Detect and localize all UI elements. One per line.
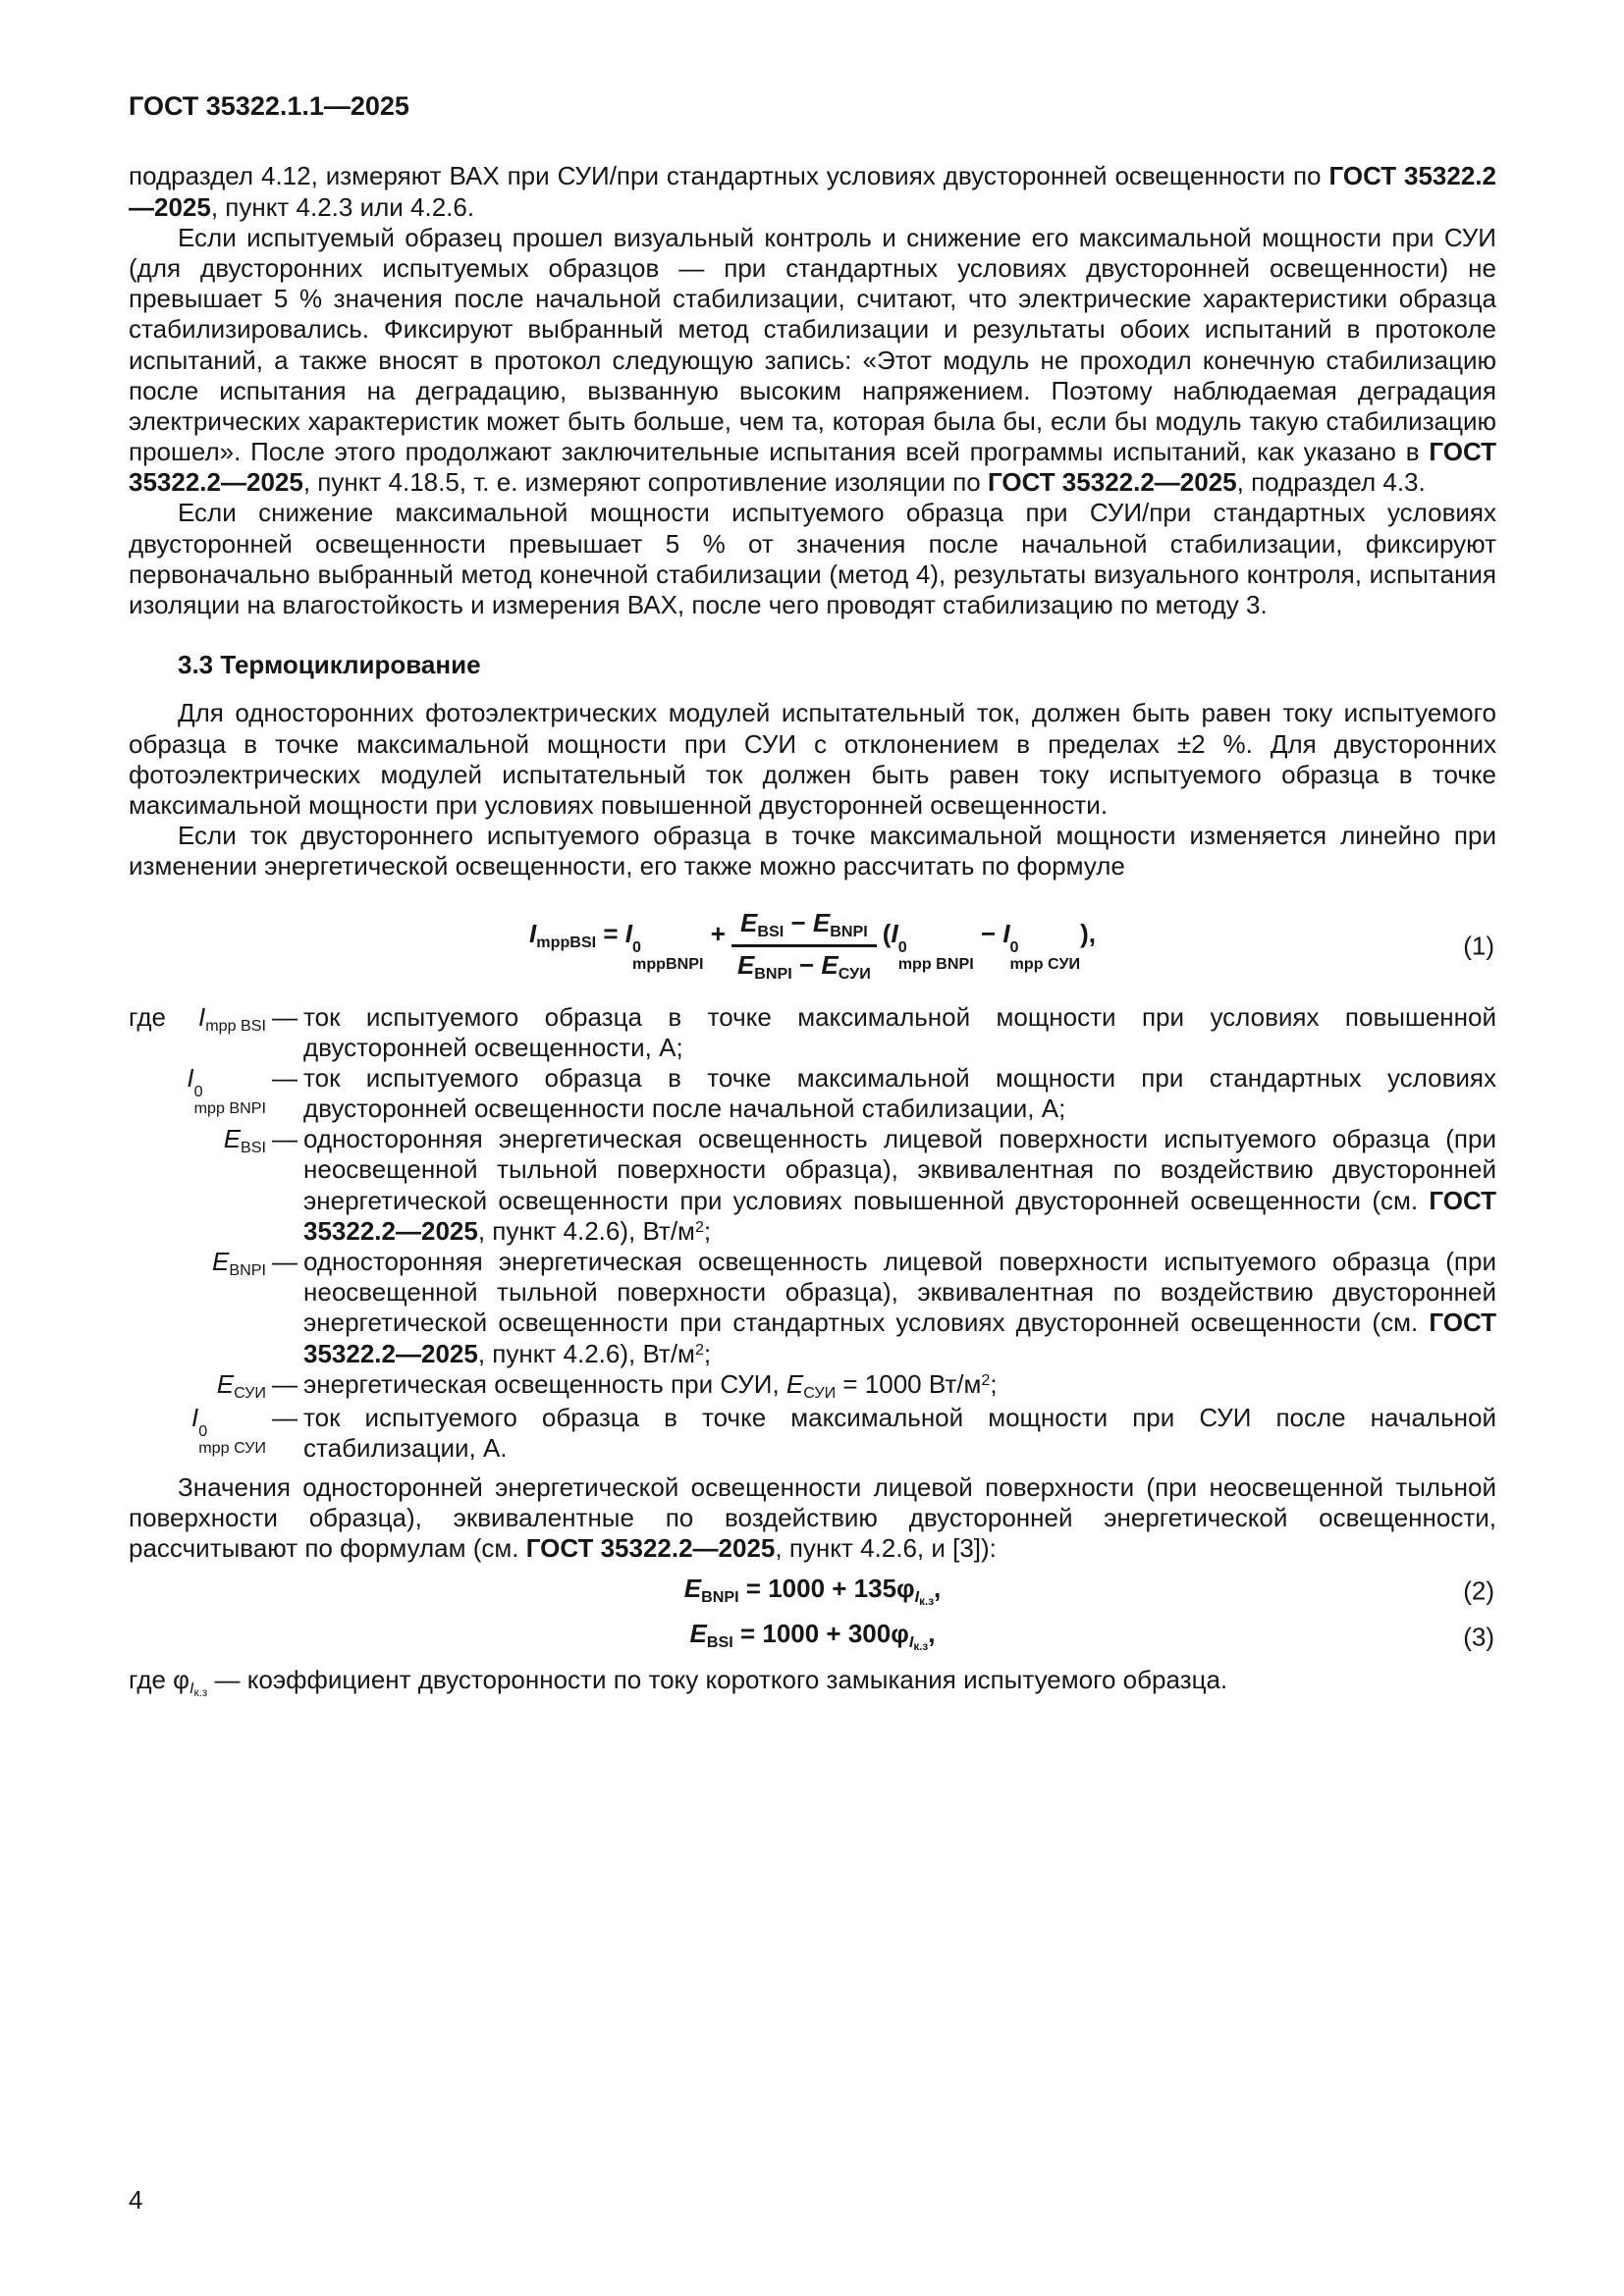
definition-term	[129, 1369, 266, 1404]
formula-1	[129, 908, 1496, 985]
formula-1-expression	[529, 908, 1096, 985]
formula-2-expression: EBNPI = $1000 + 135\varphi I_{к.з}$,	[683, 1574, 942, 1609]
paragraph-bifaciality-coefficient: где $\varphi I_{к.з}$ — коэффициент двусторонности по току короткого замыкания испытуемого образца.	[129, 1664, 1228, 1699]
page-content	[129, 90, 1496, 1700]
paragraph-stabilization-pass: Если испытуемый образец прошел визуальный контроль и снижение его максимальной мощности при СУИ (для двусторонних испытуемых образцов — при стандартных условиях двусторонней освещенности) не превышает 5 % значения после начальной стабилизации, считают, что электрические характеристики образца стабилизировались. Фиксируют выбранный метод стабилизации и результаты обоих испытаний в протоколе испытаний, а также вносят в протокол следующую запись: «Этот модуль не проходил конечную стабилизацию после испытания на деградацию, вызванную высоким напряжением. Поэтому наблюдаемая деградация электрических характеристик может быть больше, чем та, которая была бы, если бы модуль такую стабилизацию прошел». После этого продолжают заключительные испытания всей программы испытаний, как указано в ГОСТ 35322.2—2025, пункт 4.18.5, т. е. измеряют сопротивление изоляции по ГОСТ 35322.2—2025, подраздел 4.3.	[129, 222, 1496, 498]
definition-dash: —	[272, 1062, 298, 1093]
definition-text: односторонняя энергетическая освещенность лицевой поверхности испытуемого образца (при неосвещенной тыльной поверхности образца), эквивалентная по воздействию двусторонней энергетической освещенности при стандартных условиях двусторонней освещенности (см. ГОСТ 35322.2—2025, пункт 4.2.6), $Вт/м^2$;	[303, 1247, 1496, 1368]
where-label: где	[129, 1001, 166, 1032]
definition-row-e-bnpi	[129, 1247, 1496, 1369]
paragraph-test-current: Для односторонних фотоэлектрических модулей испытательный ток, должен быть равен току испытуемого образца в точке максимальной мощности при СУИ с отклонением в пределах ±2 %. Для двусторонних фотоэлектрических модулей испытательный ток должен быть равен току испытуемого образца в точке максимальной мощности при условиях повышенной двусторонней освещенности.	[129, 698, 1496, 820]
equation-number-3: (3)	[1463, 1621, 1494, 1651]
document-header-title: ГОСТ 35322.1.1—2025	[129, 91, 409, 121]
definition-text: ток испытуемого образца в точке максимальной мощности при условиях повышенной двусторонней освещенности, А;	[303, 1001, 1496, 1062]
paragraph-continuation: подраздел 4.12, измеряют ВАХ при СУИ/при стандартных условиях двусторонней освещенности по ГОСТ 35322.2—2025, пункт 4.2.3 или 4.2.6.	[129, 161, 1496, 222]
definition-row-impp-bsi	[129, 1002, 1496, 1063]
definition-symbol: I 0 mpp BNPI	[187, 1062, 266, 1117]
section-heading-thermocycling: 3.3 Термоциклирование	[178, 650, 481, 680]
definition-symbol: EBSI	[223, 1124, 266, 1157]
definition-text: односторонняя энергетическая освещенность лицевой поверхности испытуемого образца (при неосвещенной тыльной поверхности образца), эквивалентная по воздействию двусторонней энергетической освещенности при условиях повышенной двусторонней освещенности (см. ГОСТ 35322.2—2025, пункт 4.2.6), $Вт/м^2$;	[303, 1124, 1496, 1246]
formula-1-fraction	[731, 908, 877, 985]
page-number: 4	[129, 2184, 143, 2215]
definition-term	[129, 1002, 266, 1037]
definition-dash: —	[272, 1247, 298, 1277]
definition-term	[129, 1063, 266, 1117]
definition-row-impp-bnpi	[129, 1063, 1496, 1124]
formula-1-rhs: (I 0 mpp BNPI − I 0 mpp СУИ ),	[882, 919, 1096, 973]
definition-text: ток испытуемого образца в точке максимальной мощности при СУИ после начальной стабилизации, А.	[303, 1403, 1496, 1464]
definition-symbol: EСУИ	[216, 1368, 266, 1402]
paragraph-formulas-intro: Значения односторонней энергетической освещенности лицевой поверхности (при неосвещенной тыльной поверхности образца), эквивалентные по воздействию двусторонней энергетической освещенности, рассчитывают по формулам (см. ГОСТ 35322.2—2025, пункт 4.2.6, и [3]):	[129, 1471, 1496, 1564]
definition-symbol: EBNPI	[212, 1247, 266, 1280]
definition-symbol: I 0 mpp СУИ	[191, 1403, 266, 1458]
definition-dash: —	[272, 1368, 298, 1399]
definition-dash: —	[272, 1403, 298, 1433]
definition-term	[129, 1247, 266, 1281]
definition-term	[129, 1124, 266, 1158]
paragraph-stabilization-fail: Если снижение максимальной мощности испытуемого образца при СУИ/при стандартных условиях двусторонней освещенности превышает 5 % от значения после начальной стабилизации, фиксируют первоначально выбранный метод конечной стабилизации (метод 4), результаты визуального контроля, испытания изоляции на влагостойкость и измерения ВАХ, после чего проводят стабилизацию по методу 3.	[129, 498, 1496, 620]
formula-3	[129, 1619, 1496, 1654]
formula-1-denominator: EBNPI − EСУИ	[736, 950, 871, 984]
definition-symbol: Impp BSI	[197, 1001, 266, 1035]
formula-2	[129, 1574, 1496, 1609]
definitions-list	[129, 1002, 1496, 1465]
definition-text: энергетическая освещенность при СУИ, EСУИ = 1000 $Вт/м^2$;	[303, 1368, 998, 1402]
formula-3-expression: EBSI = $1000 + 300\varphi I_{к.з}$,	[689, 1619, 936, 1654]
formula-1-lhs: ImppBSI = I 0 mppBNPI +	[529, 919, 726, 973]
definition-term	[129, 1403, 266, 1457]
equation-number-2: (2)	[1463, 1575, 1494, 1606]
formula-1-numerator: EBSI − EBNPI	[731, 908, 877, 948]
definition-dash: —	[272, 1124, 298, 1154]
definition-row-impp-sui	[129, 1403, 1496, 1464]
paragraph-formula-intro: Если ток двустороннего испытуемого образца в точке максимальной мощности изменяется линейно при изменении энергетической освещенности, его также можно рассчитать по формуле	[129, 821, 1496, 881]
definition-dash: —	[272, 1001, 298, 1032]
equation-number-1: (1)	[1463, 930, 1494, 960]
definition-row-e-bsi	[129, 1124, 1496, 1247]
definition-row-e-sui	[129, 1369, 1496, 1404]
definition-text: ток испытуемого образца в точке максимальной мощности при стандартных условиях двусторонней освещенности после начальной стабилизации, А;	[303, 1062, 1496, 1124]
